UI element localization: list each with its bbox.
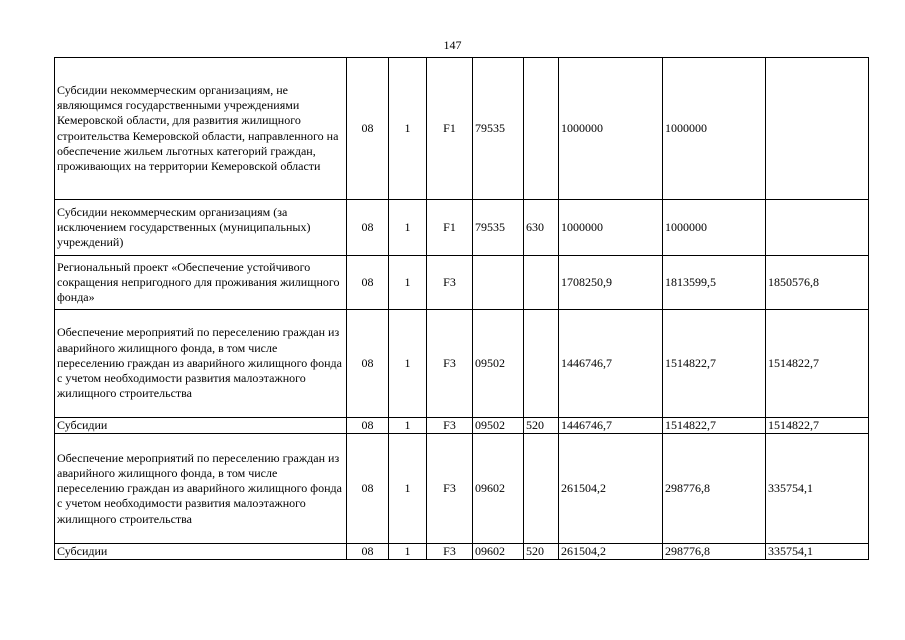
- section-cell: 08: [347, 58, 389, 200]
- section-cell: 08: [347, 418, 389, 434]
- year3-amount-cell: 335754,1: [766, 434, 869, 544]
- year2-amount-cell: 1514822,7: [663, 310, 766, 418]
- expense-type-cell: 520: [524, 544, 559, 560]
- subsection-cell: 1: [389, 434, 427, 544]
- year2-amount-cell: 1000000: [663, 58, 766, 200]
- year3-amount-cell: 1850576,8: [766, 256, 869, 310]
- section-cell: 08: [347, 434, 389, 544]
- year1-amount-cell: 1000000: [559, 58, 663, 200]
- year1-amount-cell: 1708250,9: [559, 256, 663, 310]
- subsection-cell: 1: [389, 58, 427, 200]
- row-name-cell: Обеспечение мероприятий по переселению граждан из аварийного жилищного фонда, в том числе переселению граждан из аварийного жилищного фонда с учетом необходимости развития малоэтажного жилищного строительства: [55, 434, 347, 544]
- row-name-cell: Региональный проект «Обеспечение устойчивого сокращения непригодного для проживания жилищного фонда»: [55, 256, 347, 310]
- row-name-cell: Субсидии некоммерческим организациям (за исключением государственных (муниципальных) учреждений): [55, 200, 347, 256]
- expense-type-cell: [524, 310, 559, 418]
- table-row: [55, 418, 869, 434]
- year3-amount-cell: [766, 58, 869, 200]
- year2-amount-cell: 298776,8: [663, 544, 766, 560]
- year3-amount-cell: 1514822,7: [766, 310, 869, 418]
- expense-type-cell: [524, 256, 559, 310]
- row-name-cell: Субсидии: [55, 544, 347, 560]
- table-row: [55, 434, 869, 544]
- subsection-cell: 1: [389, 310, 427, 418]
- section-cell: 08: [347, 200, 389, 256]
- section-cell: 08: [347, 310, 389, 418]
- target-code-cell: 09602: [473, 434, 524, 544]
- year2-amount-cell: 1514822,7: [663, 418, 766, 434]
- expense-type-cell: 520: [524, 418, 559, 434]
- year2-amount-cell: 1813599,5: [663, 256, 766, 310]
- target-code-cell: 09502: [473, 418, 524, 434]
- target-code-cell: [473, 256, 524, 310]
- subsection-cell: 1: [389, 544, 427, 560]
- target-code-cell: 09602: [473, 544, 524, 560]
- section-cell: 08: [347, 256, 389, 310]
- table-row: [55, 58, 869, 200]
- target-code-cell: 09502: [473, 310, 524, 418]
- year1-amount-cell: 1000000: [559, 200, 663, 256]
- table-row: [55, 256, 869, 310]
- table-row: [55, 200, 869, 256]
- expense-type-cell: 630: [524, 200, 559, 256]
- year3-amount-cell: [766, 200, 869, 256]
- year3-amount-cell: 335754,1: [766, 544, 869, 560]
- project-cell: F1: [427, 200, 473, 256]
- subsection-cell: 1: [389, 418, 427, 434]
- subsection-cell: 1: [389, 256, 427, 310]
- year2-amount-cell: 298776,8: [663, 434, 766, 544]
- project-cell: F3: [427, 310, 473, 418]
- project-cell: F3: [427, 256, 473, 310]
- row-name-cell: Обеспечение мероприятий по переселению граждан из аварийного жилищного фонда, в том числе переселению граждан из аварийного жилищного фонда с учетом необходимости развития малоэтажного жилищного строительства: [55, 310, 347, 418]
- target-code-cell: 79535: [473, 200, 524, 256]
- project-cell: F1: [427, 58, 473, 200]
- table-body: [55, 58, 869, 560]
- budget-table: [54, 57, 869, 560]
- year1-amount-cell: 1446746,7: [559, 310, 663, 418]
- target-code-cell: 79535: [473, 58, 524, 200]
- subsection-cell: 1: [389, 200, 427, 256]
- expense-type-cell: [524, 58, 559, 200]
- project-cell: F3: [427, 434, 473, 544]
- year1-amount-cell: 261504,2: [559, 434, 663, 544]
- year2-amount-cell: 1000000: [663, 200, 766, 256]
- project-cell: F3: [427, 418, 473, 434]
- section-cell: 08: [347, 544, 389, 560]
- year1-amount-cell: 1446746,7: [559, 418, 663, 434]
- table-row: [55, 544, 869, 560]
- year1-amount-cell: 261504,2: [559, 544, 663, 560]
- row-name-cell: Субсидии некоммерческим организациям, не являющимся государственными учреждениями Кемеровской области, для развития жилищного строительства Кемеровской области, направленного на обеспечение жильем льготных категорий граждан, проживающих на территории Кемеровской области: [55, 58, 347, 200]
- page-number: 147: [443, 38, 462, 52]
- table-row: [55, 310, 869, 418]
- row-name-cell: Субсидии: [55, 418, 347, 434]
- project-cell: F3: [427, 544, 473, 560]
- expense-type-cell: [524, 434, 559, 544]
- year3-amount-cell: 1514822,7: [766, 418, 869, 434]
